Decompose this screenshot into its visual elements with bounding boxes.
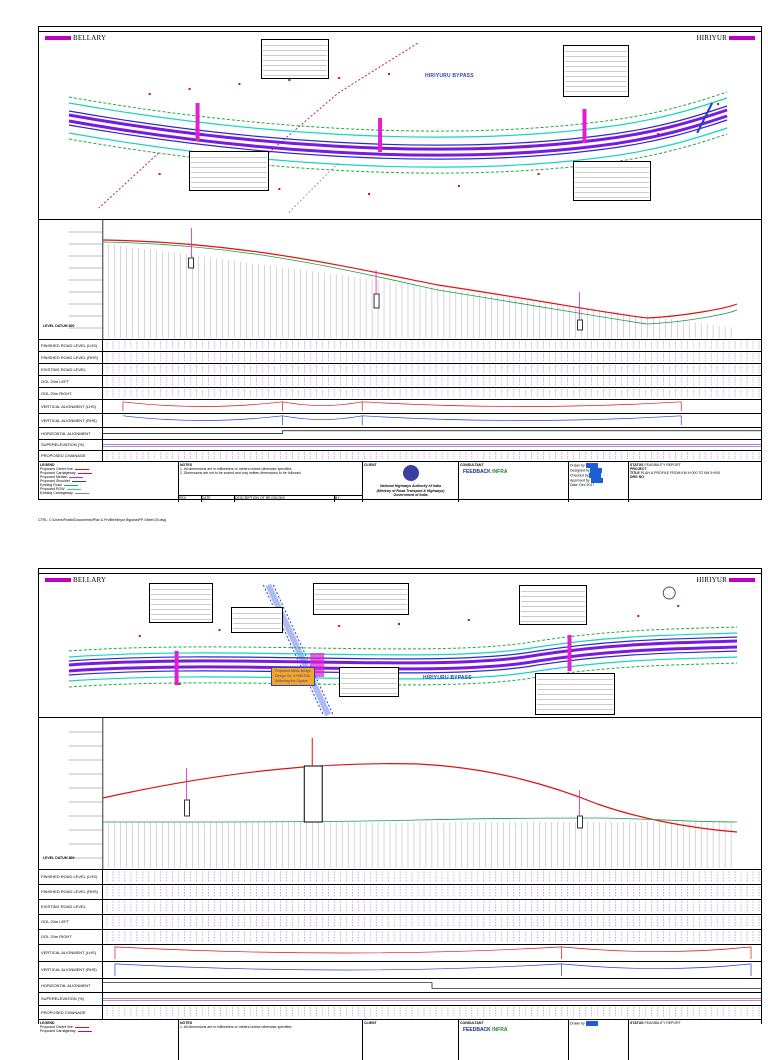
band-tick-row <box>103 930 761 944</box>
band-tick-row <box>103 388 761 399</box>
band-tick-row <box>103 364 761 375</box>
plan-view-drawing <box>39 33 761 219</box>
notes-panel: NOTES 1. All dimensions are in millimeters or meters unless otherwise specified. 2. Dimensions are not to be scaled and only written dimensions to be followed. REV DATE DESCRIPTION OF REVISIONS BY <box>179 462 363 502</box>
bypass-label: HIRIYURU BYPASS <box>423 675 472 681</box>
curve-data-table <box>231 607 283 633</box>
band-vertical-alignment-rhs: VERTICAL ALIGNMENT (RHS) <box>39 961 761 978</box>
drawing-info-panel: STATUS FEASIBILITY REPORT <box>630 1021 681 1025</box>
longitudinal-profile <box>39 717 761 870</box>
band-existing-road: EXISTING ROAD LEVEL <box>39 899 761 914</box>
consultant-panel: CONSULTANT FEEDBACK INFRA <box>459 1020 569 1060</box>
client-panel: CLIENT National Highways Authority of India (Ministry of Road Transport & Highways) Government of India <box>363 462 459 502</box>
direction-label-left: BELLARY <box>45 34 106 42</box>
file-path-footnote: CTRL: C:\Users\Public\Documents\Plan & Profile\Hiriyur Bypass\PP-Sheet-03.dwg <box>38 518 166 522</box>
drawing-info-panel: STATUS FEASIBILITY REPORT PROJECT TITLE PLAN & PROFILE FROM KM 4+000 TO KM 5+000 DRG NO <box>630 463 721 479</box>
ground-hatch <box>109 822 731 868</box>
band-finished-road-lhs: FINISHED ROAD LEVEL (LHS) <box>39 869 761 884</box>
band-vertical-alignment-rhs: VERTICAL ALIGNMENT (RHS) <box>39 413 761 427</box>
superelevation-line <box>103 440 761 450</box>
signoff-panel: Drawn by Designed by Checked by Approved by Date: Dec 2017 <box>569 462 629 502</box>
ground-hatch <box>109 244 731 338</box>
band-superelevation: SUPERELEVATION (%) <box>39 439 761 450</box>
superelevation-line <box>103 993 761 1005</box>
profile-drawing <box>39 220 761 340</box>
vertical-curve-rhs <box>103 962 761 978</box>
band-proposed-chainage: PROPOSED CHAINAGE <box>39 1005 761 1019</box>
notes-panel: NOTES 1. All dimensions are in millimeters or meters unless otherwise specified. <box>179 1020 363 1060</box>
plan-view <box>39 575 761 715</box>
feedback-infra-logo: FEEDBACK INFRA <box>463 469 508 475</box>
band-ogl-right: OGL 20m RIGHT <box>39 387 761 399</box>
band-finished-road-rhs: FINISHED ROAD LEVEL (RHS) <box>39 884 761 899</box>
direction-label-right: HIRIYUR <box>696 34 755 42</box>
vertical-curve-rhs <box>103 414 761 427</box>
band-finished-road-lhs: FINISHED ROAD LEVEL (LHS) <box>39 339 761 351</box>
band-tick-row <box>103 340 761 351</box>
band-existing-road: EXISTING ROAD LEVEL <box>39 363 761 375</box>
band-superelevation: SUPERELEVATION (%) <box>39 992 761 1005</box>
band-tick-row <box>103 1006 761 1019</box>
profile-data-bands <box>39 869 761 1019</box>
band-horizontal-alignment: HORIZONTAL ALIGNMENT <box>39 427 761 439</box>
band-tick-row <box>103 885 761 899</box>
curve-data-table <box>313 583 409 615</box>
curve-data-table <box>535 673 615 715</box>
revision-table: REV DATE DESCRIPTION OF REVISIONS BY <box>179 495 362 502</box>
grid-reference-strip <box>39 569 761 574</box>
curve-data-table <box>573 161 651 201</box>
level-datum-label: LEVEL DATUM 800 <box>43 856 75 860</box>
curve-data-table <box>261 39 329 79</box>
band-horizontal-alignment: HORIZONTAL ALIGNMENT <box>39 978 761 992</box>
band-tick-row <box>103 900 761 914</box>
profile-drawing <box>39 718 761 870</box>
band-tick-row <box>103 870 761 884</box>
bridge-callout: Proposed Minor Bridge Design Ch: 4+950.000 Widening the Square <box>271 667 315 686</box>
grid-reference-strip <box>39 27 761 32</box>
direction-label-left: BELLARY <box>45 576 106 584</box>
horizontal-alignment-line <box>103 428 761 439</box>
legend-panel: LEGEND Proposed Centre line Proposed Carriageway <box>39 1020 179 1060</box>
direction-label-right: HIRIYUR <box>696 576 755 584</box>
band-tick-row <box>103 915 761 929</box>
curve-data-table <box>563 45 629 97</box>
band-tick-row <box>103 352 761 363</box>
client-panel: CLIENT <box>363 1020 459 1060</box>
curve-data-table <box>519 585 587 625</box>
band-ogl-left: OGL 20m LEFT <box>39 914 761 929</box>
nhai-logo-icon <box>403 465 419 481</box>
level-datum-label: LEVEL DATUM 800 <box>43 324 75 328</box>
band-vertical-alignment-lhs: VERTICAL ALIGNMENT (LHS) <box>39 399 761 413</box>
horizontal-alignment-line <box>103 979 761 992</box>
drawing-sheet-upper <box>38 26 762 500</box>
drawing-sheet-lower <box>38 568 762 1033</box>
profile-data-bands <box>39 339 761 461</box>
band-tick-row <box>103 451 761 461</box>
curve-data-table <box>189 151 269 191</box>
band-ogl-right: OGL 20m RIGHT <box>39 929 761 944</box>
curve-data-table <box>339 667 399 697</box>
band-finished-road-rhs: FINISHED ROAD LEVEL (RHS) <box>39 351 761 363</box>
band-ogl-left: OGL 20m LEFT <box>39 375 761 387</box>
title-block <box>39 461 761 502</box>
feedback-infra-logo: FEEDBACK INFRA <box>463 1027 508 1033</box>
vertical-curve-lhs <box>103 945 761 961</box>
longitudinal-profile <box>39 219 761 340</box>
band-tick-row <box>103 376 761 387</box>
plan-view <box>39 33 761 219</box>
curve-data-table <box>149 583 213 623</box>
bypass-label: HIRIYURU BYPASS <box>425 73 474 79</box>
signoff-panel: Drawn by <box>569 1020 629 1060</box>
band-proposed-chainage: PROPOSED CHAINAGE <box>39 450 761 461</box>
band-vertical-alignment-lhs: VERTICAL ALIGNMENT (LHS) <box>39 944 761 961</box>
vertical-curve-lhs <box>103 400 761 413</box>
title-block <box>39 1019 761 1060</box>
consultant-panel: CONSULTANT FEEDBACK INFRA <box>459 462 569 502</box>
legend-panel: LEGEND Proposed Centre line Proposed Carriageway Proposed Median Proposed Shoulder Existing Road Proposed ROW Existing Carriageway <box>39 462 179 502</box>
